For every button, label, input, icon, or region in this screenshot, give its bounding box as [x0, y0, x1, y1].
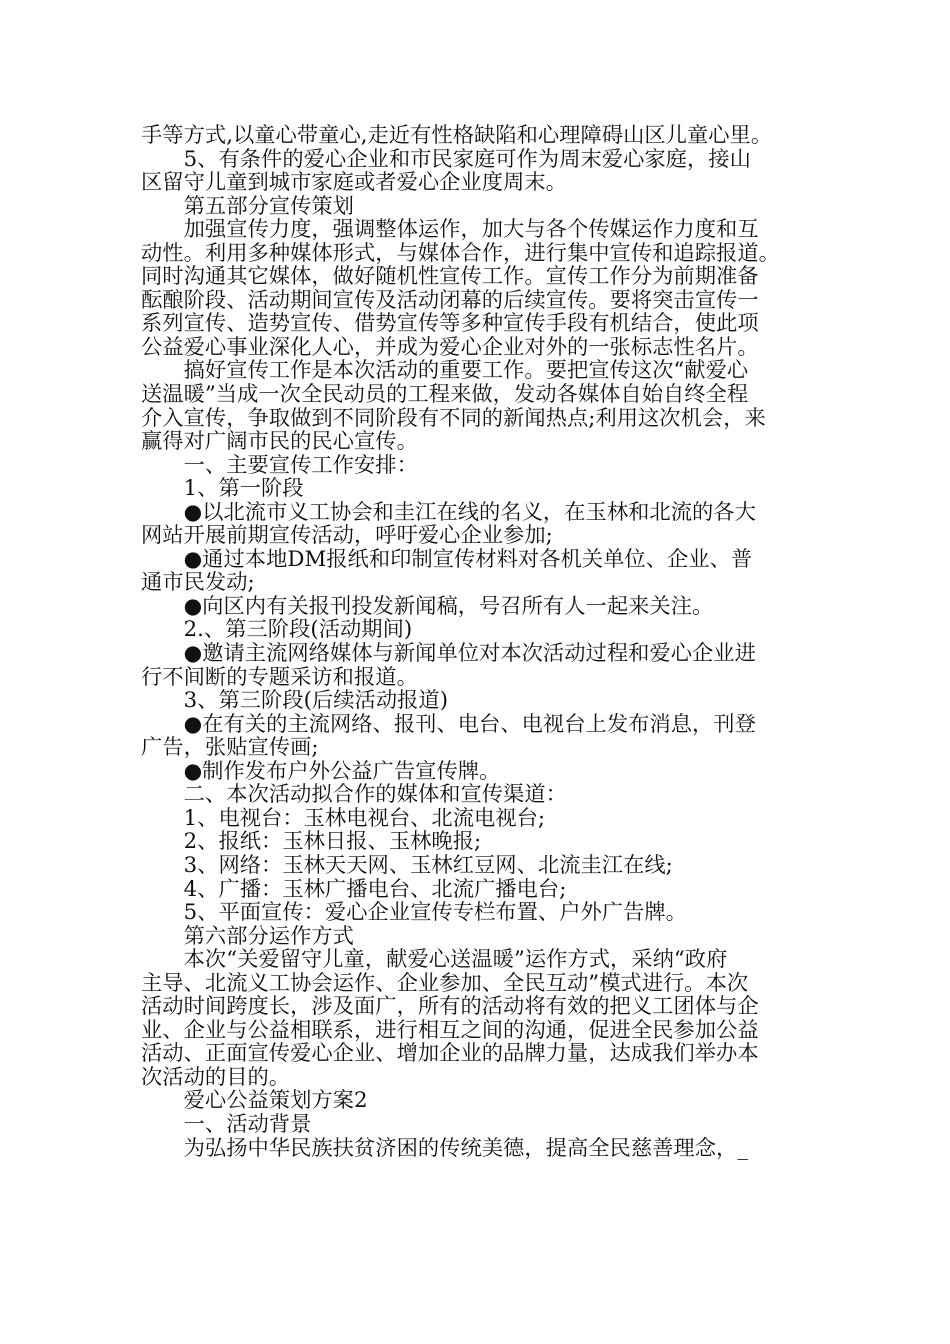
text-line: 赢得对广阔市民的民心宣传。 [141, 429, 418, 455]
text-line: 网站开展前期宣传活动，呼吁爱心企业参加; [141, 523, 553, 549]
text-line: 2、报纸：玉林日报、玉林晚报; [141, 829, 482, 855]
text-line: 第六部分运作方式 [141, 923, 354, 949]
text-line: 1、电视台：玉林电视台、北流电视台; [141, 805, 546, 831]
text-line: 区留守儿童到城市家庭或者爱心企业度周末。 [141, 170, 567, 196]
text-line: 行不间断的专题采访和报道。 [141, 664, 418, 690]
text-line: 一、活动背景 [141, 1111, 312, 1137]
text-line: 本次“关爱留守儿童，献爱心送温暖”运作方式，采纳“政府 [141, 947, 728, 973]
text-line: 第五部分宣传策划 [141, 193, 354, 219]
text-line: 手等方式,以童心带童心,走近有性格缺陷和心理障碍山区儿童心里。 [141, 123, 773, 148]
text-line: 广告，张贴宣传画; [141, 735, 319, 761]
text-line: 业、企业与公益相联系，进行相互之间的沟通，促进全民参加公益 [141, 1017, 759, 1043]
text-line: ●邀请主流网络媒体与新闻单位对本次活动过程和爱心企业进 [141, 641, 756, 667]
text-line: 公益爱心事业深化人心，并成为爱心企业对外的一张标志性名片。 [141, 334, 759, 360]
text-line: 次活动的目的。 [141, 1064, 291, 1090]
text-line: ●通过本地DM报纸和印制宣传材料对各机关单位、企业、普 [141, 546, 753, 572]
text-line: 搞好宣传工作是本次活动的重要工作。要把宣传这次“献爱心 [141, 358, 749, 384]
text-line: 活动、正面宣传爱心企业、增加企业的品牌力量，达成我们举办本 [141, 1041, 759, 1067]
text-line: 介入宣传，争取做到不同阶段有不同的新闻热点;利用这次机会，来 [141, 405, 766, 431]
text-line: 酝酿阶段、活动期间宣传及活动闭幕的后续宣传。要将突击宣传一 [141, 287, 759, 313]
text-line: 加强宣传力度，强调整体运作，加大与各个传媒运作力度和互 [141, 217, 759, 243]
text-line: ●向区内有关报刊投发新闻稿，号召所有人一起来关注。 [141, 593, 714, 619]
text-line: 动性。利用多种媒体形式，与媒体合作，进行集中宣传和追踪报道。 [141, 240, 780, 266]
text-line: 一、主要宣传工作安排： [141, 452, 418, 478]
text-line: 3、第三阶段(后续活动报道) [141, 688, 449, 714]
document-body [141, 124, 831, 1160]
text-line: ●以北流市义工协会和圭江在线的名义，在玉林和北流的各大 [141, 499, 756, 525]
text-line: 4、广播：玉林广播电台、北流广播电台; [141, 876, 567, 902]
text-line: 同时沟通其它媒体，做好随机性宣传工作。宣传工作分为前期准备 [141, 264, 759, 290]
text-line: 主导、北流义工协会运作、企业参加、全民互动”模式进行。本次 [141, 970, 749, 996]
text-line: 系列宣传、造势宣传、借势宣传等多种宣传手段有机结合，使此项 [141, 311, 759, 337]
text-line: 5、平面宣传：爱心企业宣传专栏布置、户外广告牌。 [141, 900, 687, 926]
text-line: 爱心公益策划方案2 [141, 1088, 368, 1114]
text-line: 二、本次活动拟合作的媒体和宣传渠道： [141, 782, 567, 808]
text-line: ●制作发布户外公益广告宣传牌。 [141, 758, 501, 784]
text-line: 送温暖”当成一次全民动员的工程来做，发动各媒体自始自终全程 [141, 382, 749, 408]
text-line: 1、第一阶段 [141, 476, 304, 502]
text-line: 3、网络：玉林天天网、玉林红豆网、北流圭江在线; [141, 852, 673, 878]
text-line: 为弘扬中华民族扶贫济困的传统美德，提高全民慈善理念，_ [141, 1135, 748, 1161]
text-line: 活动时间跨度长，涉及面广，所有的活动将有效的把义工团体与企 [141, 994, 759, 1020]
text-line: ●在有关的主流网络、报刊、电台、电视台上发布消息，刊登 [141, 711, 756, 737]
text-line: 2.、第三阶段(活动期间) [141, 617, 413, 643]
text-line: 5、有条件的爱心企业和市民家庭可作为周末爱心家庭，接山 [141, 146, 751, 172]
text-line: 通市民发动; [141, 570, 255, 596]
